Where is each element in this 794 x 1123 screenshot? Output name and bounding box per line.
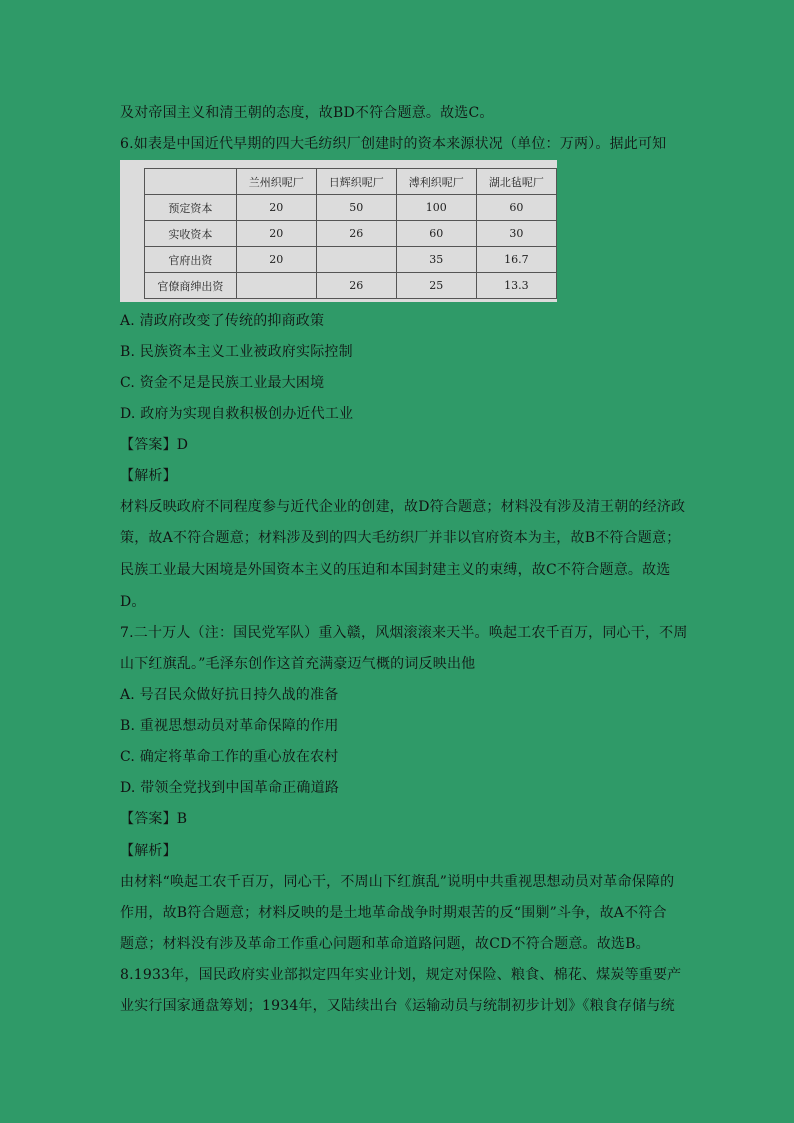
question-7-stem: 7.二十万人（注：国民党军队）重入赣，风烟滚滚来天半。唤起工农千百万，同心干，不周 <box>120 625 688 641</box>
question-6-stem: 6.如表是中国近代早期的四大毛纺织厂创建时的资本来源状况（单位：万两）。据此可知 <box>120 136 667 152</box>
analysis-text: 作用，故B符合题意；材料反映的是土地革命战争时期艰苦的反“围剿”斗争，故A不符合 <box>120 905 667 921</box>
option-b: B. 民族资本主义工业被政府实际控制 <box>120 344 353 360</box>
option-d: D. 政府为实现自救积极创办近代工业 <box>120 406 354 422</box>
table-row <box>145 195 557 221</box>
table-cell <box>236 273 316 299</box>
table-cell: 26 <box>316 221 396 247</box>
table-cell: 35 <box>396 247 476 273</box>
row-header: 预定资本 <box>145 195 237 221</box>
option-c: C. 确定将革命工作的重心放在农村 <box>120 749 339 765</box>
analysis-label: 【解析】 <box>120 843 177 859</box>
table-corner-cell <box>145 169 237 195</box>
table-cell: 13.3 <box>476 273 556 299</box>
table-header-row <box>145 169 557 195</box>
question-8-stem: 业实行国家通盘筹划；1934年，又陆续出台《运输动员与统制初步计划》《粮食存储与统 <box>120 998 675 1014</box>
table-cell: 60 <box>396 221 476 247</box>
answer-label: 【答案】B <box>120 811 188 827</box>
table-cell: 30 <box>476 221 556 247</box>
option-a: A. 清政府改变了传统的抑商政策 <box>120 313 325 329</box>
table-row <box>145 273 557 299</box>
capital-source-table <box>144 168 557 299</box>
table-cell: 16.7 <box>476 247 556 273</box>
table-cell: 100 <box>396 195 476 221</box>
table-cell: 20 <box>236 221 316 247</box>
table-cell: 50 <box>316 195 396 221</box>
analysis-text: 策，故A不符合题意；材料涉及到的四大毛纺织厂并非以官府资本为主，故B不符合题意； <box>120 530 681 546</box>
table-cell: 20 <box>236 195 316 221</box>
analysis-label: 【解析】 <box>120 468 177 484</box>
table-row <box>145 247 557 273</box>
column-header: 湖北毡呢厂 <box>476 169 556 195</box>
column-header: 溥利织呢厂 <box>396 169 476 195</box>
table-cell: 60 <box>476 195 556 221</box>
analysis-text: 民族工业最大困境是外国资本主义的压迫和本国封建主义的束缚，故C不符合题意。故选 <box>120 562 671 578</box>
option-a: A. 号召民众做好抗日持久战的准备 <box>120 687 339 703</box>
table-cell: 26 <box>316 273 396 299</box>
table-cell: 20 <box>236 247 316 273</box>
row-header: 官僚商绅出资 <box>145 273 237 299</box>
capital-source-table-photo <box>120 160 557 302</box>
option-b: B. 重视思想动员对革命保障的作用 <box>120 718 339 734</box>
table-row <box>145 221 557 247</box>
row-header: 官府出资 <box>145 247 237 273</box>
answer-label: 【答案】D <box>120 437 189 453</box>
option-c: C. 资金不足是民族工业最大困境 <box>120 375 325 391</box>
row-header: 实收资本 <box>145 221 237 247</box>
question-8-stem: 8.1933年，国民政府实业部拟定四年实业计划，规定对保险、粮食、棉花、煤炭等重要产 <box>120 967 682 983</box>
column-header: 兰州织呢厂 <box>236 169 316 195</box>
analysis-text: D。 <box>120 594 146 610</box>
table-cell <box>316 247 396 273</box>
question-7-stem: 山下红旗乱。”毛泽东创作这首充满豪迈气概的词反映出他 <box>120 656 476 672</box>
option-d: D. 带领全党找到中国革命正确道路 <box>120 780 340 796</box>
analysis-text: 题意；材料没有涉及革命工作重心问题和革命道路问题，故CD不符合题意。故选B。 <box>120 936 650 952</box>
analysis-text: 由材料“唤起工农千百万，同心干，不周山下红旗乱”说明中共重视思想动员对革命保障的 <box>120 874 675 890</box>
analysis-text: 材料反映政府不同程度参与近代企业的创建，故D符合题意；材料没有涉及清王朝的经济政 <box>120 499 686 515</box>
column-header: 日辉织呢厂 <box>316 169 396 195</box>
table-cell: 25 <box>396 273 476 299</box>
text-line: 及对帝国主义和清王朝的态度，故BD不符合题意。故选C。 <box>120 105 494 121</box>
